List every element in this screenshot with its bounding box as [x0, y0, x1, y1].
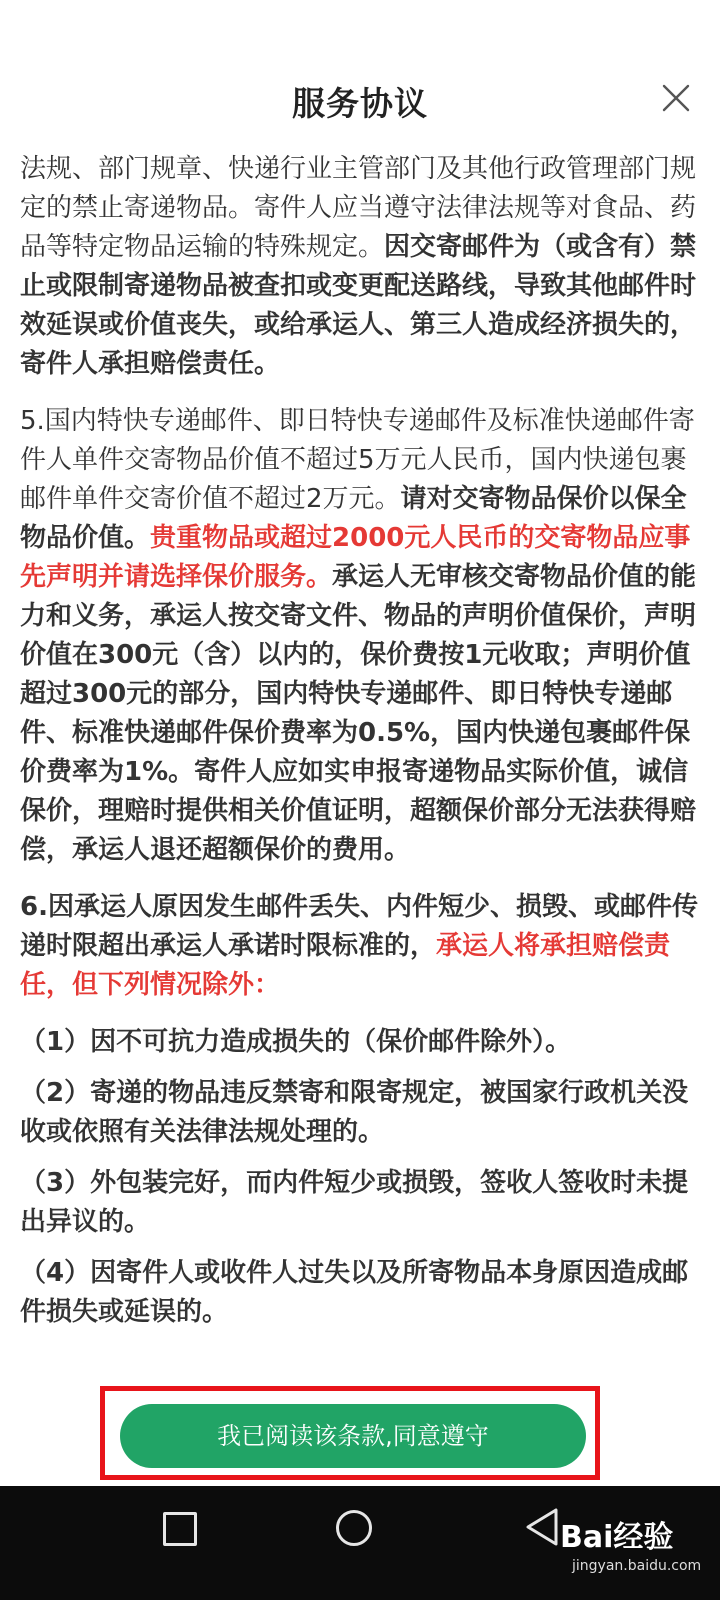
recent-apps-icon[interactable] [163, 1512, 197, 1546]
red-highlight-text: 贵重物品或超过2000元人民币的交寄物品应事先声明并请选择保价服务。 [20, 523, 691, 592]
agreement-content[interactable] [20, 150, 700, 1412]
exception-item-2: （2）寄递的物品违反禁寄和限寄规定，被国家行政机关没收或依照有关法律法规处理的。 [20, 1078, 689, 1147]
home-icon[interactable] [336, 1510, 372, 1546]
back-icon[interactable] [522, 1506, 562, 1548]
agreement-paragraph-1 [20, 150, 700, 384]
exception-item-4: （4）因寄件人或收件人过失以及所寄物品本身原因造成邮件损失或延误的。 [20, 1258, 689, 1327]
text-segment: 法规、部门规章、快递行业主管部门及其他行政管理部门规定的禁止寄递物品。寄件人应当遵守法律法规等对食品、药品等特定物品运输的特殊规定。 [20, 154, 697, 262]
bold-text-segment: 因交寄邮件为（或含有）禁止或限制寄递物品被查扣或变更配送路线，导致其他邮件时效延误或价值丧失，或给承运人、第三人造成经济损失的，寄件人承担赔偿责任。 [20, 232, 697, 379]
exception-item-3: （3）外包装完好，而内件短少或损毁，签收人签收时未提出异议的。 [20, 1168, 689, 1237]
bold-text-segment: 承运人无审核交寄物品价值的能力和义务，承运人按交寄文件、物品的声明价值保价，声明价值在300元（含）以内的，保价费按1元收取；声明价值超过300元的部分，国内特快专递邮件、即日特快专递邮件、标准快递邮件保价费率为0.5%，国内快递包裹邮件保价费率为1%。寄件人应如实申报寄递物品实际价值，诚信保价，理赔时提供相关价值证明，超额保价部分无法获得赔偿，承运人退还超额保价的费用。 [20, 562, 697, 865]
baidu-jingyan-watermark [560, 1510, 720, 1590]
exception-item-1: （1）因不可抗力造成损失的（保价邮件除外）。 [20, 1027, 572, 1057]
red-highlight-text: 承运人将承担赔偿责任，但下列情况除外： [20, 931, 671, 1000]
page-title: 服务协议 [292, 84, 428, 123]
watermark-url: jingyan.baidu.com [572, 1558, 702, 1574]
dialog-header [0, 0, 720, 150]
text-segment: 5.国内特快专递邮件、即日特快专递邮件及标准快递邮件寄件人单件交寄物品价值不超过5万元人民币，国内快递包裹邮件单件交寄价值不超过2万元。 [20, 406, 695, 514]
watermark-logo: Bai经验 [560, 1520, 674, 1555]
bold-text-segment: 请对交寄物品保价以保全物品价值。 [20, 484, 687, 553]
agreement-paragraph-6 [20, 888, 700, 1005]
agreement-paragraph-5 [20, 402, 700, 870]
agree-button[interactable]: 我已阅读该条款,同意遵守 [120, 1404, 586, 1468]
close-icon[interactable] [660, 82, 692, 114]
bold-text-segment: 6.因承运人原因发生邮件丢失、内件短少、损毁、或邮件传递时限超出承运人承诺时限标准的， [20, 892, 698, 961]
